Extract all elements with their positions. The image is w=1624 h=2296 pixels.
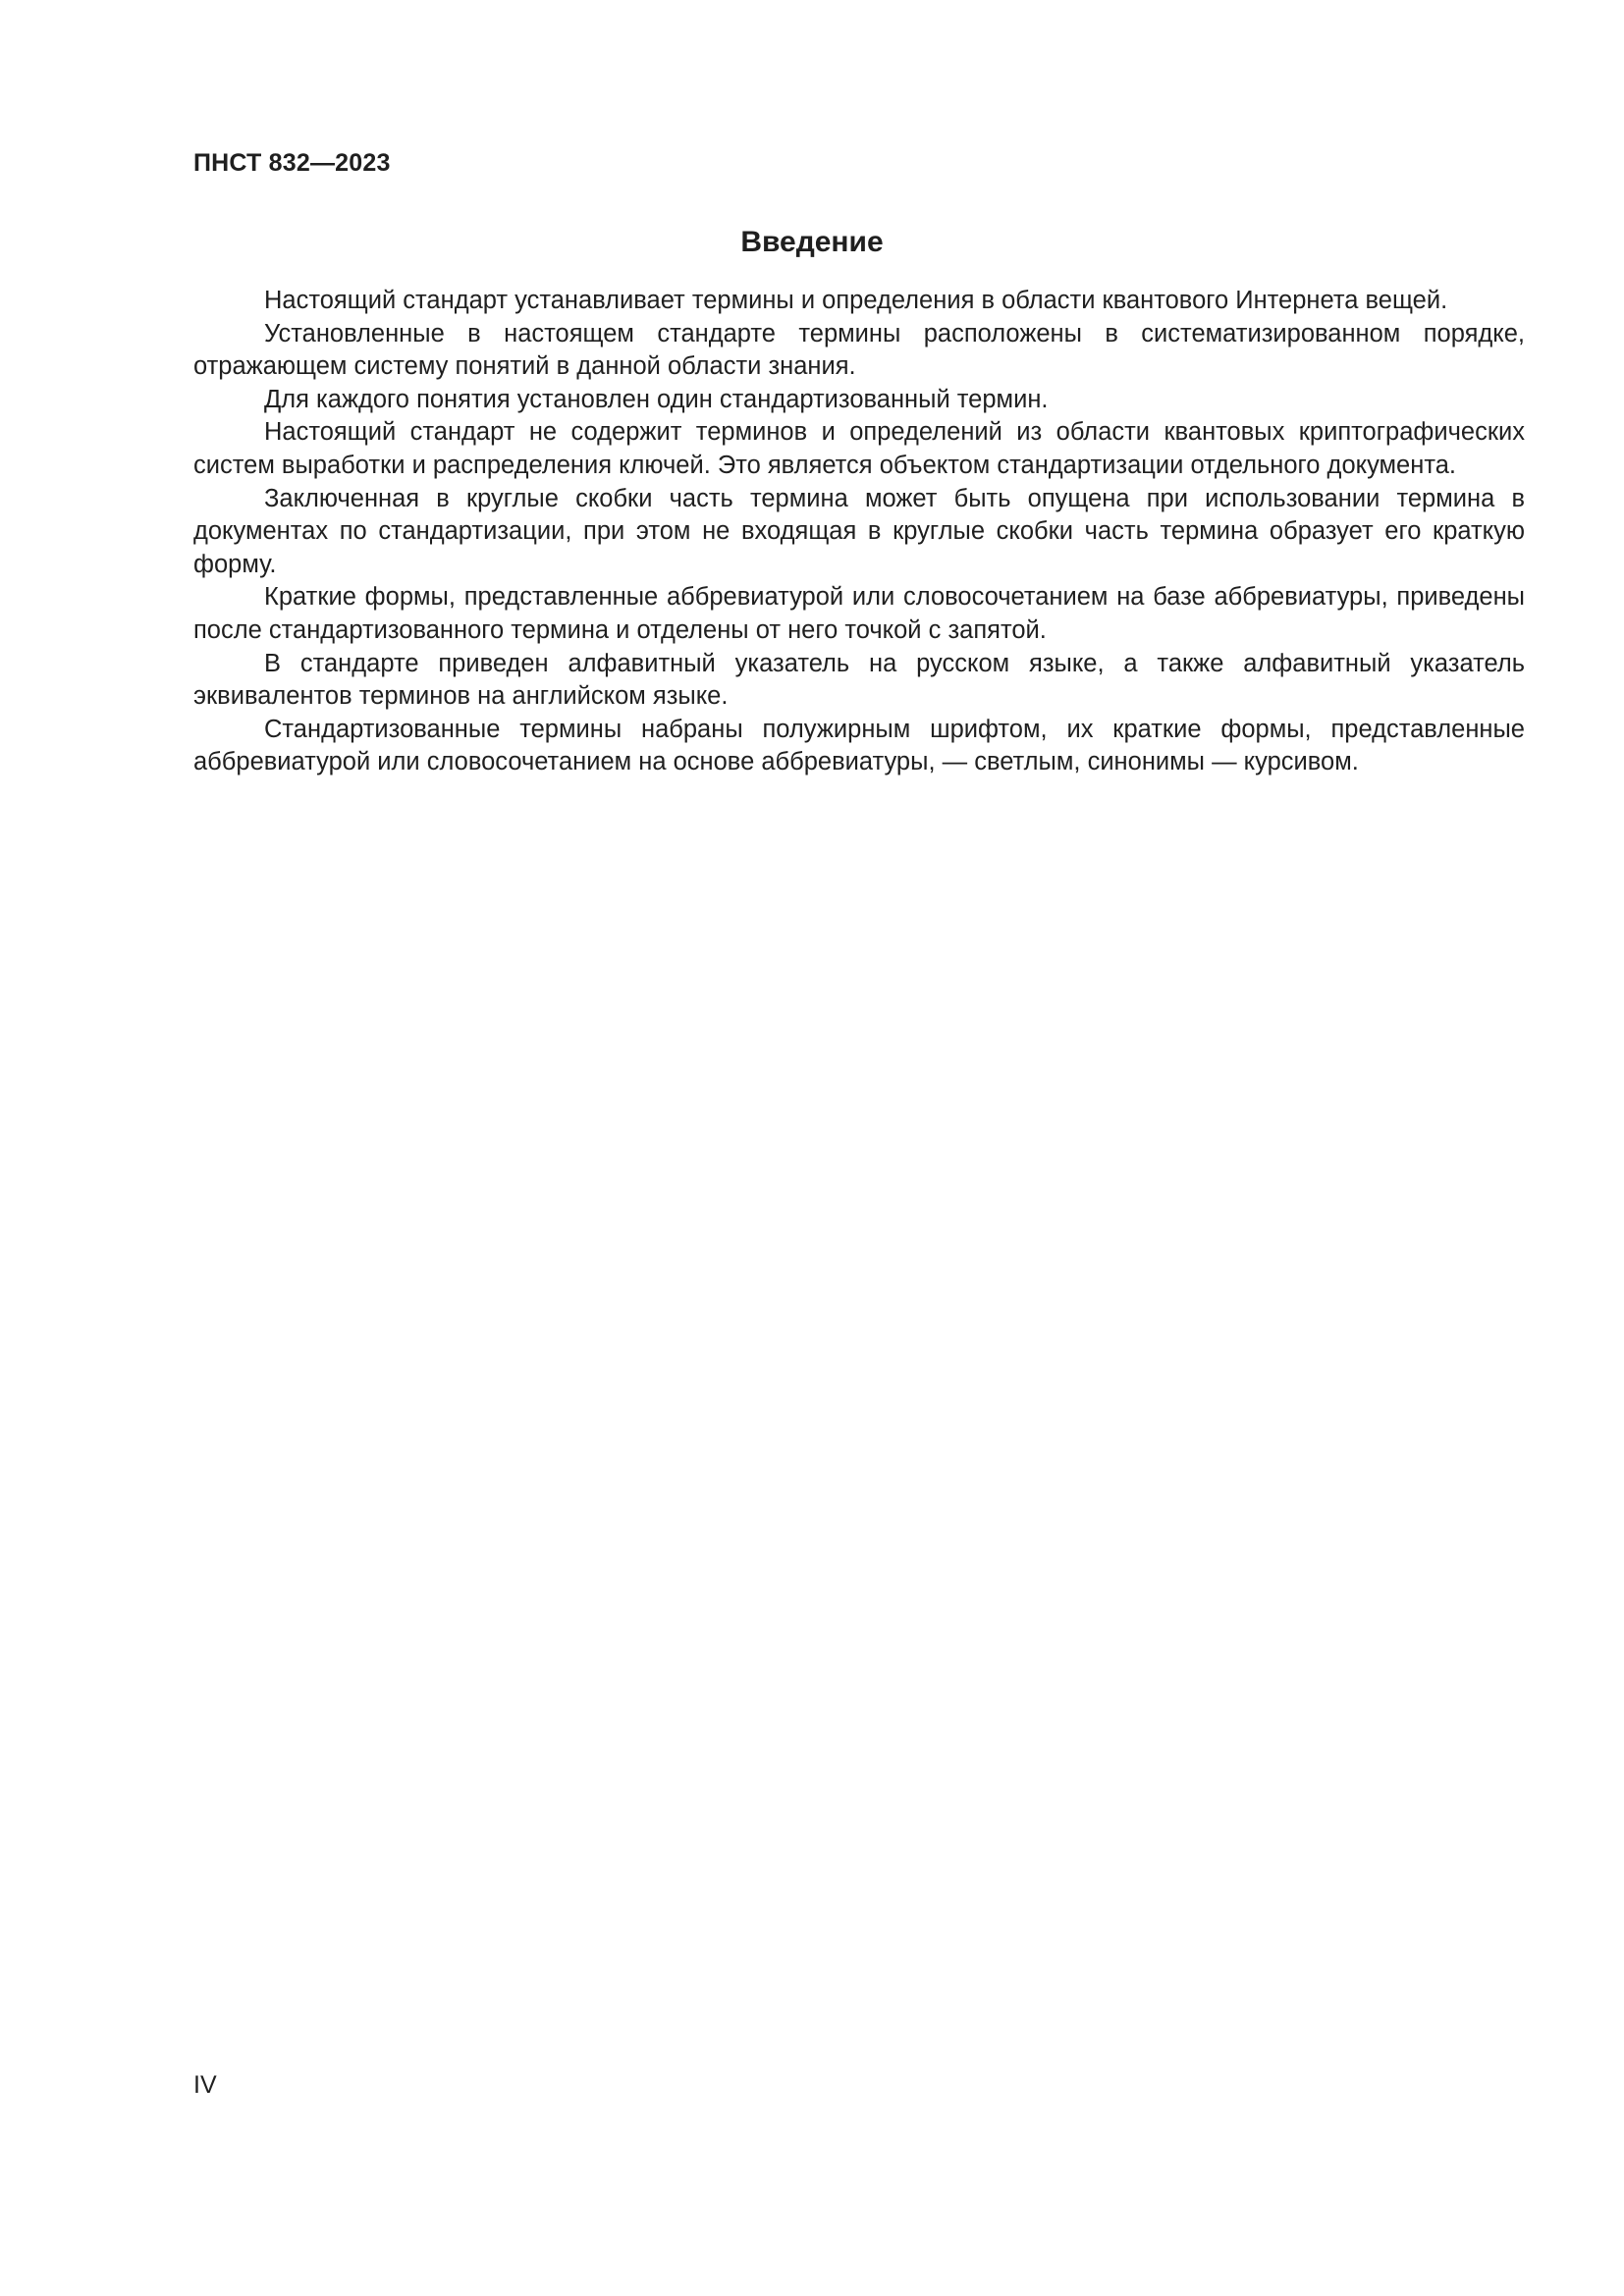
- paragraph: Настоящий стандарт устанавливает термины и определения в области квантового Интернета вещей.: [264, 287, 1448, 314]
- paragraph: Установленные в настоящем стандарте термины расположены в систематизированном порядке, отражающем систему понятий в данной области знания.: [193, 319, 1525, 381]
- paragraph: Для каждого понятия установлен один стандартизованный термин.: [264, 385, 1049, 413]
- page-number: IV: [193, 2071, 217, 2099]
- section-title: Введение: [740, 226, 884, 258]
- introduction-body: [193, 285, 1525, 779]
- document-id-header: ПНСТ 832—2023: [193, 149, 391, 177]
- paragraph: Стандартизованные термины набраны полужирным шрифтом, их краткие формы, представленные аббревиатурой или словосочетанием на основе аббревиатуры, — светлым, синонимы — курсивом.: [193, 715, 1525, 776]
- paragraph: В стандарте приведен алфавитный указатель на русском языке, а также алфавитный указатель эквивалентов терминов на английском языке.: [193, 649, 1525, 711]
- paragraph: Настоящий стандарт не содержит терминов и определений из области квантовых криптографических систем выработки и распределения ключей. Это является объектом стандартизации отдельного документа.: [193, 418, 1525, 479]
- paragraph: Краткие формы, представленные аббревиатурой или словосочетанием на базе аббревиатуры, приведены после стандартизованного термина и отделены от него точкой с запятой.: [193, 583, 1525, 644]
- paragraph: Заключенная в круглые скобки часть термина может быть опущена при использовании термина в документах по стандартизации, при этом не входящая в круглые скобки часть термина образует его краткую форму.: [193, 484, 1525, 578]
